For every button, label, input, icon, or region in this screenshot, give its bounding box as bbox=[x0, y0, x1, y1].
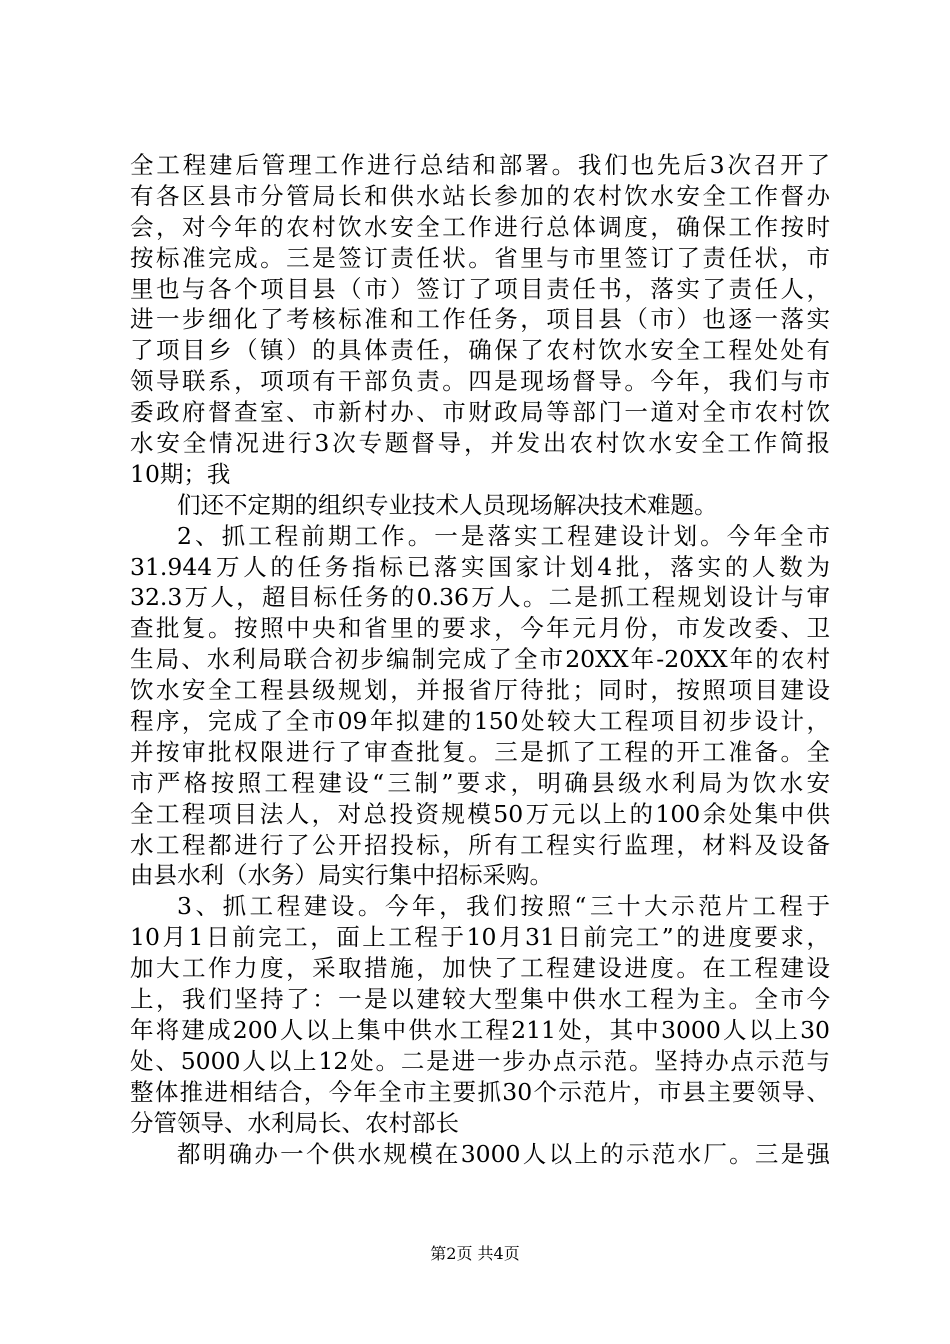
text-line: 都明确办一个供水规模在3000人以上的示范水厂。三是强 bbox=[177, 1139, 830, 1168]
text-line: 2、抓工程前期工作。一是落实工程建设计划。今年全市 bbox=[177, 521, 830, 550]
text-line: 加大工作力度，采取措施，加快了工程建设进度。在工程建设 bbox=[130, 954, 830, 983]
text-line: 里也与各个项目县（市）签订了项目责任书，落实了责任人， bbox=[130, 274, 830, 303]
text-line: 整体推进相结合，今年全市主要抓30个示范片，市县主要领导、 bbox=[130, 1077, 830, 1106]
text-line: 水工程都进行了公开招投标，所有工程实行监理，材料及设备 bbox=[130, 830, 830, 859]
text-line: 处、5000人以上12处。二是进一步办点示范。坚持办点示范与 bbox=[130, 1046, 830, 1075]
text-line: 分管领导、水利局长、农村部长 bbox=[130, 1108, 459, 1137]
text-line: 领导联系，项项有干部负责。四是现场督导。今年，我们与市 bbox=[130, 367, 830, 396]
text-line: 10月1日前完工，面上工程于10月31日前完工”的进度要求， bbox=[130, 923, 830, 952]
text-line: 了项目乡（镇）的具体责任，确保了农村饮水安全工程处处有 bbox=[130, 336, 830, 365]
text-line: 并按审批权限进行了审查批复。三是抓了工程的开工准备。全 bbox=[130, 737, 830, 766]
text-line: 市严格按照工程建设“三制”要求，明确县级水利局为饮水安 bbox=[130, 768, 830, 797]
text-line: 按标准完成。三是签订责任状。省里与市里签订了责任状，市 bbox=[130, 243, 830, 272]
text-line: 会，对今年的农村饮水安全工作进行总体调度，确保工作按时 bbox=[130, 212, 830, 241]
text-line: 有各区县市分管局长和供水站长参加的农村饮水安全工作督办 bbox=[130, 181, 830, 210]
text-line: 31.944万人的任务指标已落实国家计划4批，落实的人数为 bbox=[130, 552, 830, 581]
text-line: 10期；我 bbox=[130, 459, 231, 488]
text-line: 查批复。按照中央和省里的要求，今年元月份，市发改委、卫 bbox=[130, 614, 830, 643]
text-line: 委政府督查室、市新村办、市财政局等部门一道对全市农村饮 bbox=[130, 398, 830, 427]
text-line: 们还不定期的组织专业技术人员现场解决技术难题。 bbox=[177, 490, 718, 519]
page-footer: 第2页 共4页 bbox=[430, 1244, 520, 1263]
text-line: 由县水利（水务）局实行集中招标采购。 bbox=[130, 861, 553, 890]
text-line: 年将建成200人以上集中供水工程211处，其中3000人以上30 bbox=[130, 1015, 830, 1044]
text-line: 程序，完成了全市09年拟建的150处较大工程项目初步设计， bbox=[130, 707, 830, 736]
text-line: 水安全情况进行3次专题督导，并发出农村饮水安全工作简报 bbox=[130, 429, 830, 458]
body-text bbox=[130, 150, 830, 1169]
text-line: 32.3万人，超目标任务的0.36万人。二是抓工程规划设计与审 bbox=[130, 583, 830, 612]
text-line: 生局、水利局联合初步编制完成了全市20XX年-20XX年的农村 bbox=[130, 645, 830, 674]
text-line: 全工程建后管理工作进行总结和部署。我们也先后3次召开了 bbox=[130, 151, 830, 179]
text-line: 上，我们坚持了：一是以建较大型集中供水工程为主。全市今 bbox=[130, 985, 830, 1014]
text-line: 全工程项目法人，对总投资规模50万元以上的100余处集中供 bbox=[130, 799, 830, 828]
text-line: 3、抓工程建设。今年，我们按照“三十大示范片工程于 bbox=[177, 892, 830, 921]
text-line: 饮水安全工程县级规划，并报省厅待批；同时，按照项目建设 bbox=[130, 676, 830, 705]
text-line: 进一步细化了考核标准和工作任务，项目县（市）也逐一落实 bbox=[130, 305, 830, 334]
